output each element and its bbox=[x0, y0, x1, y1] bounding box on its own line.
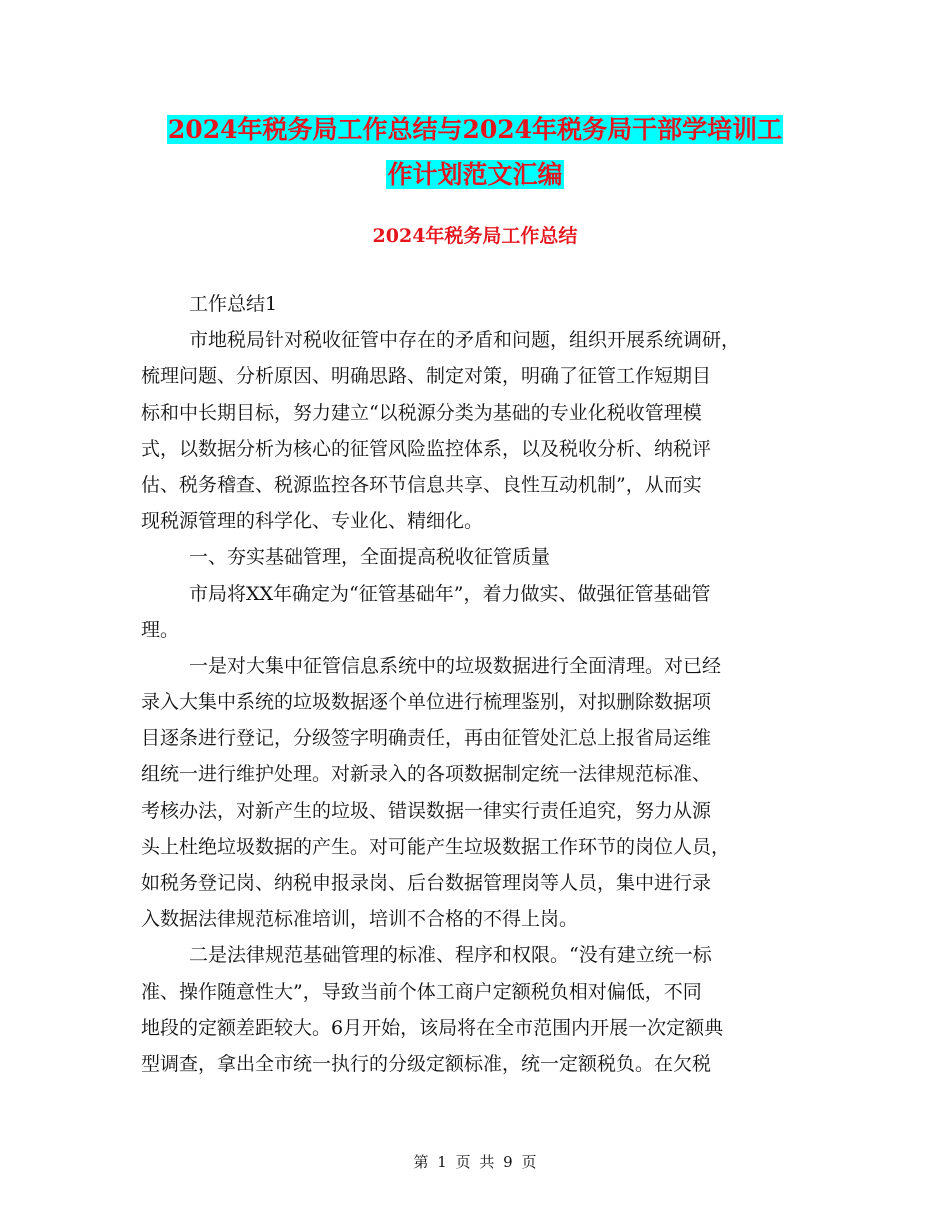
paragraph-line: 市局将XX年确定为“征管基础年”，着力做实、做强征管基础管 bbox=[189, 582, 711, 605]
paragraph-line: 型调查，拿出全市统一执行的分级定额标准，统一定额税负。在欠税 bbox=[141, 1052, 712, 1075]
paragraph-line: 二是法律规范基础管理的标准、程序和权限。“没有建立统一标 bbox=[189, 944, 712, 967]
paragraph-line: 录入大集中系统的垃圾数据逐个单位进行梳理鉴别，对拟删除数据项 bbox=[141, 691, 712, 714]
paragraph-line: 理。 bbox=[141, 618, 180, 641]
paragraph-line: 目逐条进行登记，分级签字明确责任，再由征管处汇总上报省局运维 bbox=[141, 727, 712, 750]
paragraph-line: 市地税局针对税收征管中存在的矛盾和问题，组织开展系统调研， bbox=[189, 329, 741, 352]
section-title: 2024年税务局工作总结 bbox=[372, 225, 578, 247]
paragraph-line: 地段的定额差距较大。6月开始，该局将在全市范围内开展一次定额典 bbox=[141, 1016, 724, 1039]
paragraph-line: 一是对大集中征管信息系统中的垃圾数据进行全面清理。对已经 bbox=[189, 654, 722, 677]
paragraph-line: 组统一进行维护处理。对新录入的各项数据制定统一法律规范标准、 bbox=[141, 763, 712, 786]
body-text bbox=[141, 286, 811, 1082]
page-footer: 第 1 页 共 9 页 bbox=[413, 1153, 537, 1171]
document-title-line-2 bbox=[0, 153, 950, 197]
paragraph-line: 一、夯实基础管理，全面提高税收征管质量 bbox=[189, 546, 551, 569]
paragraph-line: 标和中长期目标，努力建立“以税源分类为基础的专业化税收管理模 bbox=[141, 401, 702, 424]
paragraph-line: 梳理问题、分析原因、明确思路、制定对策，明确了征管工作短期目 bbox=[141, 365, 712, 388]
paragraph-line: 准、操作随意性大”，导致当前个体工商户定额税负相对偏低，不同 bbox=[141, 980, 702, 1003]
paragraph-line: 头上杜绝垃圾数据的产生。对可能产生垃圾数据工作环节的岗位人员， bbox=[141, 835, 731, 858]
paragraph-line: 考核办法，对新产生的垃圾、错误数据一律实行责任追究，努力从源 bbox=[141, 799, 712, 822]
paragraph-line: 工作总结1 bbox=[189, 293, 278, 315]
paragraph-line: 入数据法律规范标准培训，培训不合格的不得上岗。 bbox=[141, 908, 579, 931]
document-title-line-1 bbox=[0, 108, 950, 152]
paragraph-line: 估、税务稽查、税源监控各环节信息共享、良性互动机制”，从而实 bbox=[141, 473, 702, 496]
title-highlight: 2024年税务局工作总结与2024年税务局干部学培训工 bbox=[167, 115, 783, 144]
paragraph-line: 现税源管理的科学化、专业化、精细化。 bbox=[141, 510, 484, 533]
paragraph-line: 式，以数据分析为核心的征管风险监控体系，以及税收分析、纳税评 bbox=[141, 437, 712, 460]
paragraph-line: 如税务登记岗、纳税申报录岗、后台数据管理岗等人员，集中进行录 bbox=[141, 872, 712, 894]
title-highlight: 作计划范文汇编 bbox=[387, 160, 563, 189]
